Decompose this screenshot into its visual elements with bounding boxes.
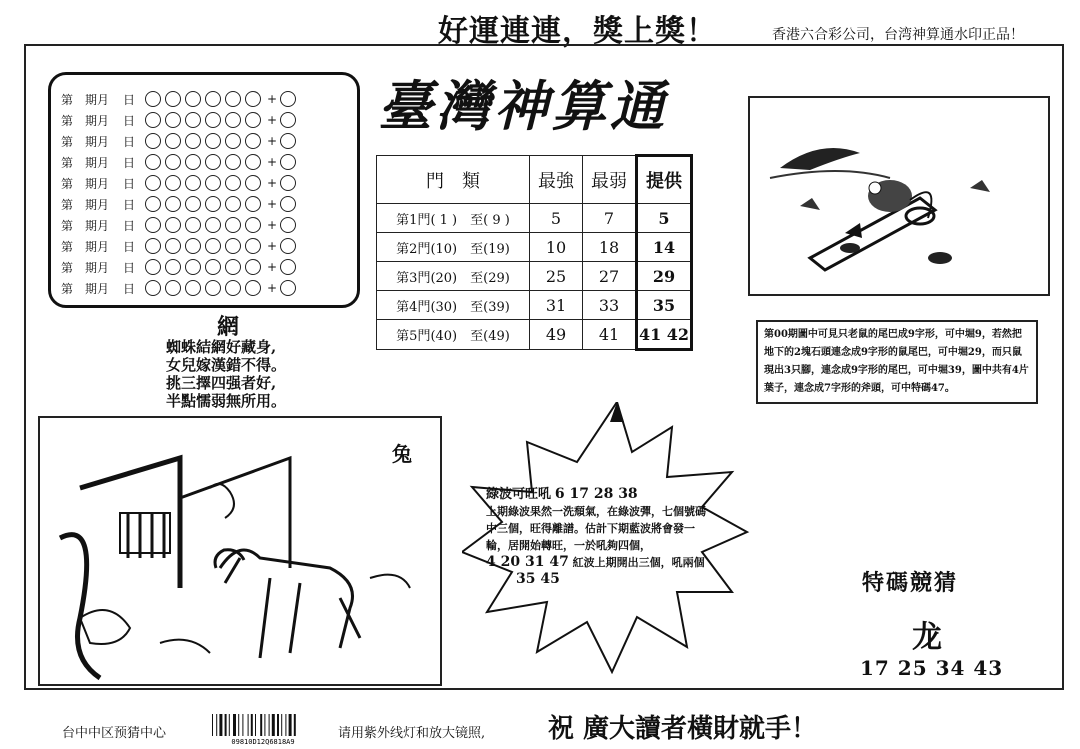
number-circle xyxy=(225,175,241,191)
number-circle xyxy=(205,91,221,107)
number-circle xyxy=(225,238,241,254)
record-month: 月 xyxy=(97,155,110,170)
horse-illustration-box xyxy=(38,416,442,686)
record-month: 月 xyxy=(97,113,110,128)
number-circle xyxy=(280,280,296,296)
record-month: 月 xyxy=(97,197,110,212)
record-row xyxy=(61,278,300,298)
plus-sign: + xyxy=(267,155,278,169)
number-circle xyxy=(280,133,296,149)
number-circle xyxy=(280,154,296,170)
table-row xyxy=(377,291,692,320)
barcode xyxy=(208,712,318,746)
plus-sign: + xyxy=(267,218,278,232)
zone-strongest: 25 xyxy=(530,262,583,291)
header-strongest: 最強 xyxy=(530,156,583,204)
number-circle xyxy=(185,133,201,149)
zone-strongest: 5 xyxy=(530,204,583,233)
number-circle xyxy=(245,175,261,191)
barcode-bar xyxy=(242,714,243,736)
star-body-2: 紅波上期開出三個，吼兩個 xyxy=(572,556,705,569)
barcode-bar xyxy=(233,714,236,736)
record-month: 月 xyxy=(97,134,110,149)
number-circle xyxy=(205,196,221,212)
plus-sign: + xyxy=(267,113,278,127)
record-day: 日 xyxy=(123,260,136,275)
zone-weakest: 7 xyxy=(583,204,637,233)
number-circle xyxy=(185,154,201,170)
number-circle xyxy=(225,259,241,275)
number-circle xyxy=(145,196,161,212)
zone-table xyxy=(376,154,693,351)
record-issue: 第 期 xyxy=(61,281,98,296)
special-zodiac: 龙 xyxy=(912,620,942,655)
record-month: 月 xyxy=(97,239,110,254)
zone-weakest: 18 xyxy=(583,233,637,262)
number-circle xyxy=(165,175,181,191)
number-circle xyxy=(165,259,181,275)
number-circle xyxy=(145,133,161,149)
poem-line: 蜘蛛結網好藏身, xyxy=(166,338,277,356)
record-row xyxy=(61,152,300,172)
record-issue: 第 期 xyxy=(61,155,98,170)
record-day: 日 xyxy=(123,155,136,170)
poem-line: 挑三擇四强者好, xyxy=(166,374,277,392)
record-month: 月 xyxy=(97,92,110,107)
table-row xyxy=(377,320,692,350)
record-row xyxy=(61,89,300,109)
number-circle xyxy=(225,280,241,296)
number-circle xyxy=(145,280,161,296)
record-row xyxy=(61,194,300,214)
plus-sign: + xyxy=(267,281,278,295)
plus-sign: + xyxy=(267,176,278,190)
number-circle xyxy=(280,217,296,233)
number-circle xyxy=(185,196,201,212)
poem-line: 女兒嫁漢錯不得。 xyxy=(166,356,287,374)
star-numbers-b: 35 45 xyxy=(516,571,560,587)
record-day: 日 xyxy=(123,218,136,233)
record-issue: 第 期 xyxy=(61,134,98,149)
barcode-bar xyxy=(277,714,279,736)
number-circle xyxy=(280,196,296,212)
star-line-2 xyxy=(486,554,706,571)
table-header-row xyxy=(377,156,692,204)
zone-label: 第2門(10) 至(19) xyxy=(377,233,530,262)
record-issue: 第 期 xyxy=(61,239,98,254)
record-day: 日 xyxy=(123,281,136,296)
plus-sign: + xyxy=(267,260,278,274)
table-row xyxy=(377,204,692,233)
number-circle xyxy=(185,259,201,275)
number-circle xyxy=(165,91,181,107)
record-row xyxy=(61,110,300,130)
number-circle xyxy=(205,112,221,128)
table-row xyxy=(377,262,692,291)
record-row xyxy=(61,131,300,151)
top-slogan: 好運連連，獎上獎！ xyxy=(438,14,717,49)
number-circle xyxy=(205,238,221,254)
barcode-bar xyxy=(238,714,239,736)
zone-provided: 29 xyxy=(637,262,692,291)
record-month: 月 xyxy=(97,176,110,191)
number-circle xyxy=(165,154,181,170)
record-row xyxy=(61,173,300,193)
record-day: 日 xyxy=(123,197,136,212)
record-row xyxy=(61,257,300,277)
barcode-bar xyxy=(216,714,217,736)
number-circle xyxy=(205,133,221,149)
record-day: 日 xyxy=(123,113,136,128)
record-month: 月 xyxy=(97,218,110,233)
number-circle xyxy=(245,238,261,254)
number-circle xyxy=(280,259,296,275)
table-row xyxy=(377,233,692,262)
zone-provided: 5 xyxy=(637,204,692,233)
poem xyxy=(166,338,286,410)
number-circle xyxy=(185,217,201,233)
number-circle xyxy=(205,175,221,191)
number-circle xyxy=(280,238,296,254)
record-month: 月 xyxy=(97,281,110,296)
number-circle xyxy=(225,196,241,212)
zone-provided: 41 42 xyxy=(637,320,692,350)
number-circle xyxy=(185,175,201,191)
draw-record-panel xyxy=(48,72,360,308)
number-circle xyxy=(280,175,296,191)
zone-label: 第4門(30) 至(39) xyxy=(377,291,530,320)
zone-label: 第3門(20) 至(29) xyxy=(377,262,530,291)
barcode-bar xyxy=(251,714,253,736)
hint-text: 第00期圖中可見只老鼠的尾巴成9字形，可中堀9，若然把地下的2塊石頭連念成9字形的鼠尾巴，可中堀29，而只鼠現出3只腳，連念成9字形的尾巴，可中堀39，圖中共有4片葉子，連念成7字形的斧頭，可中特碼47。 xyxy=(756,320,1038,404)
barcode-bar xyxy=(229,714,230,736)
number-circle xyxy=(225,112,241,128)
number-circle xyxy=(280,91,296,107)
header-weakest: 最弱 xyxy=(583,156,637,204)
record-month: 月 xyxy=(97,260,110,275)
number-circle xyxy=(185,238,201,254)
record-issue: 第 期 xyxy=(61,197,98,212)
barcode-bar xyxy=(272,714,275,736)
record-issue: 第 期 xyxy=(61,176,98,191)
number-circle xyxy=(185,280,201,296)
number-circle xyxy=(185,91,201,107)
footer-center-name: 台中中区预猜中心 xyxy=(62,726,167,741)
zone-provided: 14 xyxy=(637,233,692,262)
number-circle xyxy=(145,175,161,191)
number-circle xyxy=(225,217,241,233)
record-issue: 第 期 xyxy=(61,218,98,233)
number-circle xyxy=(205,154,221,170)
number-circle xyxy=(280,112,296,128)
number-circle xyxy=(205,259,221,275)
poem-line: 半點懦弱無所用。 xyxy=(166,392,287,410)
barcode-bar xyxy=(255,714,256,736)
special-numbers: 17 25 34 43 xyxy=(860,656,1004,680)
header-provided: 提供 xyxy=(637,156,692,204)
zone-weakest: 33 xyxy=(583,291,637,320)
barcode-bar xyxy=(219,714,222,736)
barcode-bar xyxy=(264,714,265,736)
star-heading: 綠波可旺吼 xyxy=(486,487,552,502)
plus-sign: + xyxy=(267,239,278,253)
record-day: 日 xyxy=(123,239,136,254)
plus-sign: + xyxy=(267,134,278,148)
number-circle xyxy=(165,112,181,128)
number-circle xyxy=(145,154,161,170)
number-circle xyxy=(145,217,161,233)
zone-strongest: 31 xyxy=(530,291,583,320)
number-circle xyxy=(245,112,261,128)
record-day: 日 xyxy=(123,92,136,107)
number-circle xyxy=(225,91,241,107)
zone-weakest: 27 xyxy=(583,262,637,291)
barcode-bar xyxy=(260,714,262,736)
footer-blessing: 祝 廣大讀者橫財就手！ xyxy=(548,714,818,744)
zone-label: 第1門( 1 ) 至( 9 ) xyxy=(377,204,530,233)
record-issue: 第 期 xyxy=(61,92,98,107)
star-numbers-a: 4 20 31 47 xyxy=(486,554,569,570)
number-circle xyxy=(145,91,161,107)
number-circle xyxy=(165,196,181,212)
barcode-bar xyxy=(212,714,213,736)
number-circle xyxy=(205,217,221,233)
number-circle xyxy=(165,280,181,296)
number-circle xyxy=(145,112,161,128)
number-circle xyxy=(245,259,261,275)
page-title: 臺灣神算通 xyxy=(378,74,668,138)
barcode-bar xyxy=(285,714,286,736)
number-circle xyxy=(245,133,261,149)
zone-strongest: 49 xyxy=(530,320,583,350)
number-circle xyxy=(145,238,161,254)
record-day: 日 xyxy=(123,176,136,191)
barcode-number: 09810D12Q6818A9 xyxy=(231,738,295,746)
barcode-bar xyxy=(225,714,227,736)
number-circle xyxy=(165,133,181,149)
zone-label: 第5門(40) 至(49) xyxy=(377,320,530,350)
publisher-note: 香港六合彩公司，台湾神算通水印正品！ xyxy=(772,27,1024,43)
number-circle xyxy=(245,217,261,233)
number-circle xyxy=(245,280,261,296)
zone-provided: 35 xyxy=(637,291,692,320)
star-body: 上期綠波果然一洗頹氣，在綠波彈，七個號碼中三個，旺得離譜。估計下期藍波將會發一輪，居開始轉旺，一於吼夠四個， xyxy=(486,505,706,552)
plus-sign: + xyxy=(267,92,278,106)
number-circle xyxy=(245,154,261,170)
star-heading-line xyxy=(486,486,706,503)
poem-title: 網 xyxy=(217,314,240,340)
number-circle xyxy=(225,133,241,149)
number-circle xyxy=(245,91,261,107)
zone-weakest: 41 xyxy=(583,320,637,350)
horse-illustration xyxy=(40,418,440,684)
barcode-bar xyxy=(281,714,282,736)
footer-instruction: 请用紫外线灯和放大镜照, xyxy=(338,726,486,741)
record-issue: 第 期 xyxy=(61,113,98,128)
star-heading-numbers: 6 17 28 38 xyxy=(554,486,638,502)
plus-sign: + xyxy=(267,197,278,211)
mouse-illustration xyxy=(750,98,1048,294)
barcode-bar xyxy=(294,714,296,736)
number-circle xyxy=(225,154,241,170)
record-day: 日 xyxy=(123,134,136,149)
record-row xyxy=(61,236,300,256)
number-circle xyxy=(165,217,181,233)
zone-strongest: 10 xyxy=(530,233,583,262)
header-category: 門 類 xyxy=(377,156,530,204)
number-circle xyxy=(205,280,221,296)
number-circle xyxy=(245,196,261,212)
barcode-bar xyxy=(289,714,292,736)
puzzle-illustration xyxy=(748,96,1050,296)
barcode-bar xyxy=(269,714,270,736)
number-circle xyxy=(185,112,201,128)
number-circle xyxy=(165,238,181,254)
zodiac-tag: 兔 xyxy=(392,442,412,466)
starburst-text xyxy=(486,486,706,588)
record-row xyxy=(61,215,300,235)
record-issue: 第 期 xyxy=(61,260,98,275)
special-number-title: 特碼競猜 xyxy=(862,570,959,596)
number-circle xyxy=(145,259,161,275)
barcode-bar xyxy=(248,714,249,736)
